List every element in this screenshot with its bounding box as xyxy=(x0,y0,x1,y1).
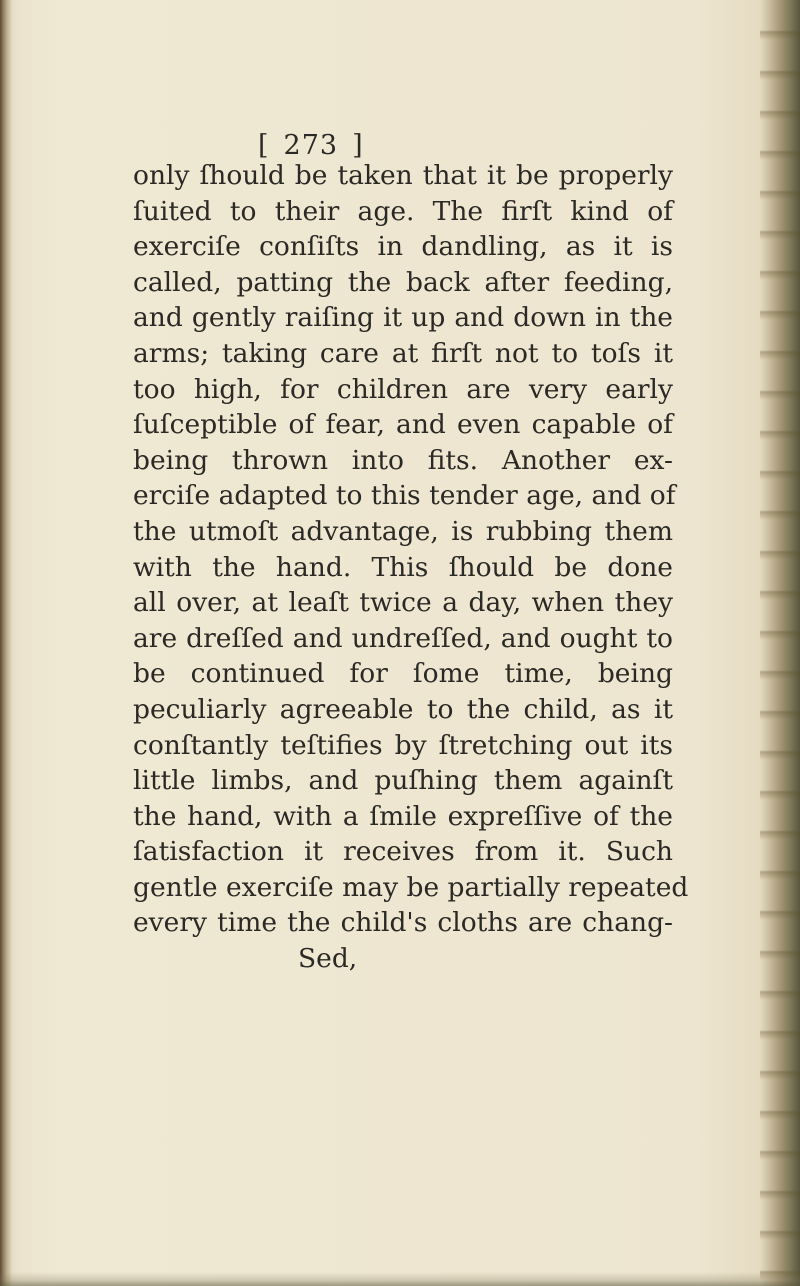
text-line: ſuſceptible of fear, and even capable of xyxy=(133,409,673,441)
page-number: 273 xyxy=(283,130,339,161)
signature-catchword-line xyxy=(133,941,673,977)
text-line: the hand, with a ſmile expreſſive of the xyxy=(133,800,673,832)
text-line: erciſe adapted to this tender age, and of xyxy=(133,480,676,512)
text-line: too high, for children are very early xyxy=(133,373,673,405)
signature-mark: S xyxy=(298,943,317,975)
binding-edge xyxy=(0,0,12,1286)
text-line: the utmoſt advantage, is rubbing them xyxy=(133,515,673,547)
text-line: only ſhould be taken that it be properly xyxy=(133,160,673,191)
text-line: all over, at leaſt twice a day, when they xyxy=(133,587,673,619)
header-left-bracket: [ xyxy=(258,130,270,161)
bottom-page-edge xyxy=(0,1272,800,1286)
catchword: ed, xyxy=(316,943,358,975)
text-line: arms; taking care at firſt not to toſs it xyxy=(133,337,673,369)
header-right-bracket: ] xyxy=(352,130,364,161)
text-line: exerciſe conſiſts in dandling, as it is xyxy=(133,231,673,263)
text-line: and gently raiſing it up and down in the xyxy=(133,302,673,334)
text-line: with the hand. This ſhould be done xyxy=(133,551,673,583)
page-edges xyxy=(760,0,800,1286)
text-line: being thrown into fits. Another ex- xyxy=(133,444,673,476)
text-line: ſatisfaction it receives from it. Such xyxy=(133,836,673,868)
text-line: gentle exerciſe may be partially repeated xyxy=(133,871,689,903)
body-text xyxy=(133,158,689,977)
text-line: ſuited to their age. The firſt kind of xyxy=(133,195,673,227)
text-line: be continued for ſome time, being xyxy=(133,658,673,690)
text-line: every time the child's cloths are chang- xyxy=(133,907,673,939)
text-line: called, patting the back after feeding, xyxy=(133,266,673,298)
text-line: little limbs, and puſhing them againſt xyxy=(133,765,673,797)
text-line: are dreſſed and undreſſed, and ought to xyxy=(133,622,673,654)
text-line: conſtantly teſtifies by ſtretching out its xyxy=(133,729,673,761)
text-line: peculiarly agreeable to the child, as it xyxy=(133,693,673,725)
